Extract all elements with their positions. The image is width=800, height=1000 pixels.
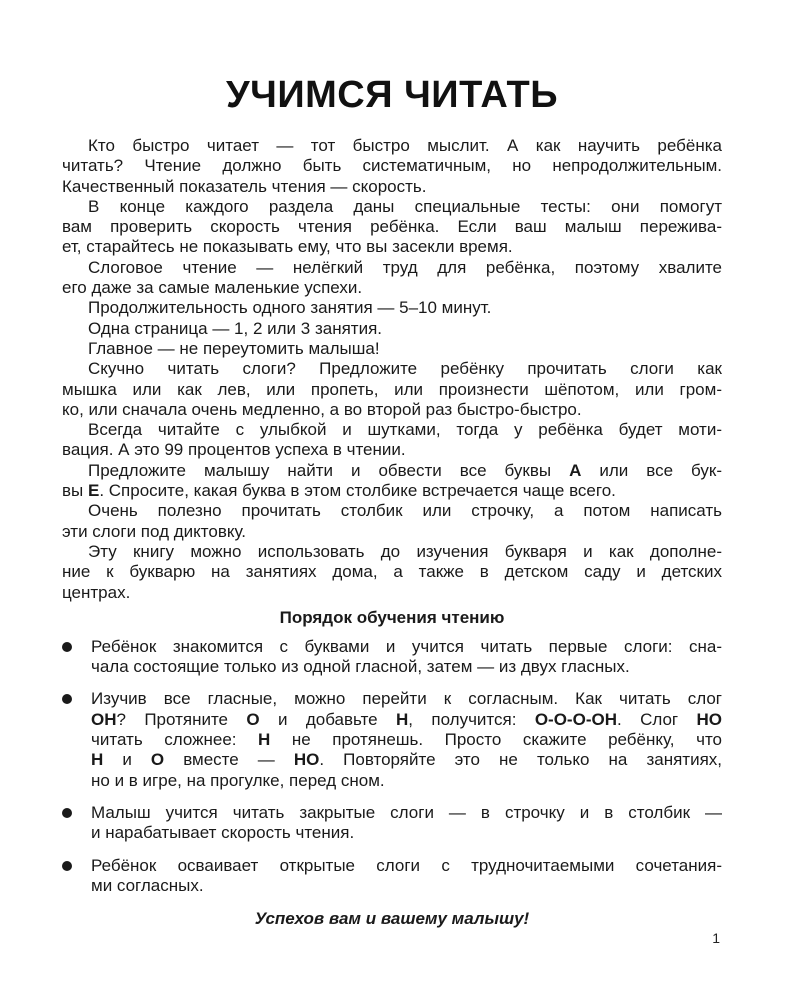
- paragraph-line: В конце каждого раздела даны специальные тесты: они помогут: [88, 196, 722, 216]
- paragraph-line: Очень полезно прочитать столбик или строчку, а потом написать: [88, 501, 722, 521]
- intro-paragraph: [62, 359, 722, 420]
- paragraph-line: Продолжительность одного занятия — 5–10 минут.: [88, 298, 492, 318]
- bullet-line: Малыш учится читать закрытые слоги — в строчку и в столбик —: [91, 802, 722, 822]
- bullet-line: ми согласных.: [91, 875, 204, 895]
- intro-paragraph: [62, 501, 722, 542]
- bullet-list: [62, 637, 722, 896]
- section-heading: Порядок обучения чтению: [279, 607, 505, 627]
- bullet-line: Ребёнок знакомится с буквами и учится читать первые слоги: сна-: [91, 636, 722, 656]
- bullet-item: [62, 637, 722, 678]
- bullet-line: Ребёнок осваивает открытые слоги с трудночитаемыми сочетания-: [91, 855, 722, 875]
- bullet-dot-icon: [62, 808, 72, 818]
- intro-paragraph: [62, 197, 722, 258]
- paragraph-line: Кто быстро читает — тот быстро мыслит. А как научить ребёнка: [88, 136, 722, 155]
- paragraph-line: его даже за самые маленькие успехи.: [62, 278, 363, 298]
- bullet-line: читать сложнее: Н не протянешь. Просто скажите ребёнку, что: [91, 730, 722, 750]
- bullet-line: но и в игре, на прогулке, перед сном.: [91, 770, 385, 790]
- intro-paragraph: [62, 319, 722, 339]
- paragraph-line: центрах.: [62, 582, 131, 602]
- bullet-line: Н и О вместе — НО. Повторяйте это не только на занятиях,: [91, 750, 722, 770]
- paragraph-line: Эту книгу можно использовать до изучения букваря и как дополне-: [88, 541, 722, 561]
- intro-paragraph: [62, 461, 722, 502]
- paragraph-line: эти слоги под диктовку.: [62, 521, 246, 541]
- paragraph-line: вам проверить скорость чтения ребёнка. Если ваш малыш пережива-: [62, 217, 722, 237]
- intro-paragraph: [62, 298, 722, 318]
- paragraph-line: Качественный показатель чтения — скорость.: [62, 176, 427, 196]
- intro-paragraph: [62, 420, 722, 461]
- page-number: 1: [712, 930, 720, 946]
- page-title: УЧИМСЯ ЧИТАТЬ: [225, 74, 559, 116]
- intro-paragraph: [62, 136, 722, 197]
- intro-paragraph: [62, 258, 722, 299]
- paragraph-line: вация. А это 99 процентов успеха в чтении.: [62, 440, 406, 460]
- bullet-item: [62, 689, 722, 790]
- bullet-line: и нарабатывает скорость чтения.: [91, 823, 355, 843]
- paragraph-line: вы Е. Спросите, какая буква в этом столбике встречается чаще всего.: [62, 481, 616, 501]
- bullet-item: [62, 803, 722, 844]
- paragraph-line: Скучно читать слоги? Предложите ребёнку прочитать слоги как: [88, 359, 722, 379]
- paragraph-line: ет, старайтесь не показывать ему, что вы засекли время.: [62, 237, 513, 257]
- intro-paragraph: [62, 542, 722, 603]
- bullet-dot-icon: [62, 861, 72, 871]
- paragraph-line: Предложите малышу найти и обвести все буквы А или все бук-: [88, 460, 722, 480]
- intro-text: [62, 136, 722, 603]
- bullet-line: ОН? Протяните О и добавьте Н, получится: О-О-О-ОН. Слог НО: [91, 709, 722, 729]
- bullet-dot-icon: [62, 694, 72, 704]
- bullet-dot-icon: [62, 642, 72, 652]
- paragraph-line: ко, или сначала очень медленно, а во второй раз быстро-быстро.: [62, 399, 582, 419]
- bullet-line: чала состоящие только из одной гласной, затем — из двух гласных.: [91, 657, 630, 677]
- bullet-item: [62, 856, 722, 897]
- paragraph-line: читать? Чтение должно быть систематичным, но непродолжительным.: [62, 156, 722, 176]
- paragraph-line: Главное — не переутомить малыша!: [88, 338, 380, 358]
- intro-paragraph: [62, 339, 722, 359]
- page-content: [62, 72, 722, 930]
- paragraph-line: мышка или как лев, или пропеть, или произнести шёпотом, или гром-: [62, 379, 722, 399]
- paragraph-line: Слоговое чтение — нелёгкий труд для ребёнка, поэтому хвалите: [88, 257, 722, 277]
- paragraph-line: ние к букварю на занятиях дома, а также в детском саду и детских: [62, 562, 722, 582]
- bullet-line: Изучив все гласные, можно перейти к согласным. Как читать слог: [91, 689, 722, 709]
- paragraph-line: Одна страница — 1, 2 или 3 занятия.: [88, 318, 382, 338]
- closing-line: Успехов вам и вашему малышу!: [254, 909, 530, 929]
- paragraph-line: Всегда читайте с улыбкой и шутками, тогда у ребёнка будет моти-: [88, 420, 722, 440]
